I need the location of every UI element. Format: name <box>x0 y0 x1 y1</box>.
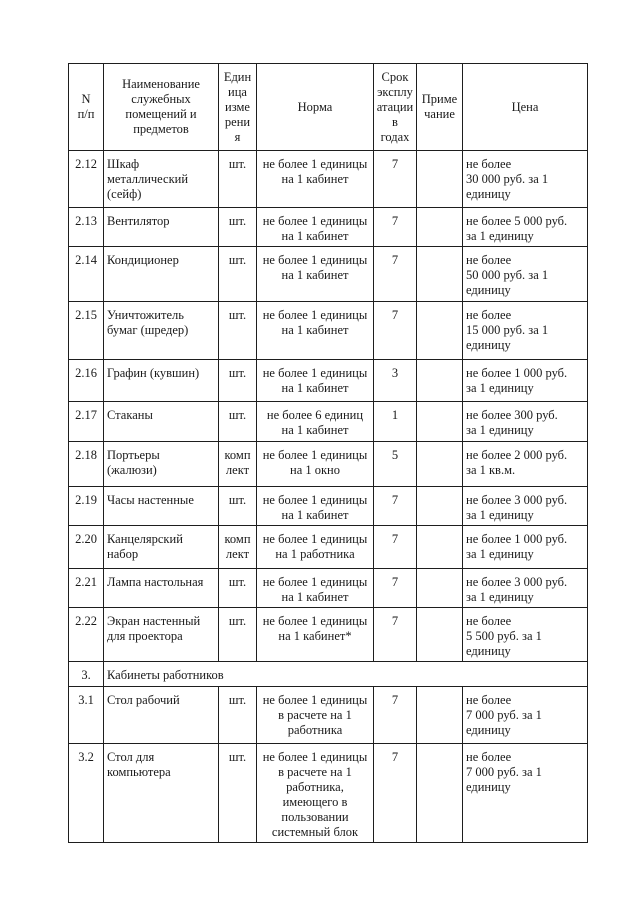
header-note: Приме чание <box>417 64 463 151</box>
note-cell <box>417 302 463 360</box>
service-term: 7 <box>374 151 417 208</box>
note-cell <box>417 151 463 208</box>
norm-value: не более 1 единицы на 1 окно <box>257 442 374 487</box>
norm-value: не более 1 единицы на 1 кабинет <box>257 569 374 608</box>
item-name: Шкаф металлический (сейф) <box>104 151 219 208</box>
table-row <box>69 569 588 608</box>
note-cell <box>417 442 463 487</box>
service-term: 7 <box>374 569 417 608</box>
item-name: Стол рабочий <box>104 687 219 744</box>
service-term: 7 <box>374 687 417 744</box>
header-row <box>69 64 588 151</box>
service-term: 7 <box>374 208 417 247</box>
service-term: 7 <box>374 302 417 360</box>
note-cell <box>417 608 463 662</box>
row-number: 2.13 <box>69 208 104 247</box>
header-price: Цена <box>463 64 588 151</box>
row-number: 2.18 <box>69 442 104 487</box>
item-name: Стол для компьютера <box>104 744 219 843</box>
price-value: не более 2 000 руб. за 1 кв.м. <box>463 442 588 487</box>
table-row <box>69 360 588 402</box>
item-name: Лампа настольная <box>104 569 219 608</box>
table-row <box>69 247 588 302</box>
row-number: 3.1 <box>69 687 104 744</box>
unit-of-measure: шт. <box>219 608 257 662</box>
price-value: не более 7 000 руб. за 1 единицу <box>463 744 588 843</box>
price-value: не более 5 000 руб. за 1 единицу <box>463 208 588 247</box>
table-row <box>69 302 588 360</box>
price-value: не более 50 000 руб. за 1 единицу <box>463 247 588 302</box>
note-cell <box>417 208 463 247</box>
item-name: Графин (кувшин) <box>104 360 219 402</box>
table-row <box>69 208 588 247</box>
header-name: Наименование служебных помещений и предметов <box>104 64 219 151</box>
norm-value: не более 1 единицы на 1 кабинет <box>257 151 374 208</box>
row-number: 2.21 <box>69 569 104 608</box>
norm-value: не более 1 единицы на 1 кабинет <box>257 302 374 360</box>
note-cell <box>417 402 463 442</box>
unit-of-measure: шт. <box>219 487 257 526</box>
unit-of-measure: шт. <box>219 151 257 208</box>
row-number: 2.12 <box>69 151 104 208</box>
item-name: Стаканы <box>104 402 219 442</box>
service-term: 7 <box>374 487 417 526</box>
section-title: Кабинеты работников <box>104 662 588 687</box>
price-value: не более 30 000 руб. за 1 единицу <box>463 151 588 208</box>
table-row <box>69 487 588 526</box>
table-row <box>69 608 588 662</box>
unit-of-measure: шт. <box>219 247 257 302</box>
section-row <box>69 662 588 687</box>
item-name: Кондиционер <box>104 247 219 302</box>
service-term: 5 <box>374 442 417 487</box>
norm-value: не более 6 единиц на 1 кабинет <box>257 402 374 442</box>
note-cell <box>417 247 463 302</box>
note-cell <box>417 360 463 402</box>
unit-of-measure: шт. <box>219 302 257 360</box>
item-name: Экран настенный для проектора <box>104 608 219 662</box>
table-row <box>69 151 588 208</box>
price-value: не более 7 000 руб. за 1 единицу <box>463 687 588 744</box>
row-number: 2.20 <box>69 526 104 569</box>
item-name: Часы настенные <box>104 487 219 526</box>
table-row <box>69 744 588 843</box>
price-value: не более 5 500 руб. за 1 единицу <box>463 608 588 662</box>
row-number: 3.2 <box>69 744 104 843</box>
header-unit: Един ица изме рени я <box>219 64 257 151</box>
section-number: 3. <box>69 662 104 687</box>
service-term: 7 <box>374 608 417 662</box>
unit-of-measure: шт. <box>219 744 257 843</box>
note-cell <box>417 569 463 608</box>
note-cell <box>417 687 463 744</box>
header-norm: Норма <box>257 64 374 151</box>
row-number: 2.15 <box>69 302 104 360</box>
norm-value: не более 1 единицы на 1 кабинет <box>257 208 374 247</box>
note-cell <box>417 487 463 526</box>
price-value: не более 1 000 руб. за 1 единицу <box>463 526 588 569</box>
item-name: Канцелярский набор <box>104 526 219 569</box>
unit-of-measure: шт. <box>219 687 257 744</box>
row-number: 2.22 <box>69 608 104 662</box>
unit-of-measure: шт. <box>219 402 257 442</box>
row-number: 2.16 <box>69 360 104 402</box>
header-term: Срок эксплу атации в годах <box>374 64 417 151</box>
price-value: не более 1 000 руб. за 1 единицу <box>463 360 588 402</box>
service-term: 7 <box>374 526 417 569</box>
norm-value: не более 1 единицы на 1 кабинет <box>257 360 374 402</box>
unit-of-measure: шт. <box>219 569 257 608</box>
norm-value: не более 1 единицы на 1 кабинет* <box>257 608 374 662</box>
norm-value: не более 1 единицы на 1 кабинет <box>257 247 374 302</box>
unit-of-measure: комп лект <box>219 526 257 569</box>
item-name: Портьеры (жалюзи) <box>104 442 219 487</box>
header-num: N п/п <box>69 64 104 151</box>
unit-of-measure: комп лект <box>219 442 257 487</box>
service-term: 7 <box>374 744 417 843</box>
item-name: Уничтожитель бумаг (шредер) <box>104 302 219 360</box>
row-number: 2.19 <box>69 487 104 526</box>
norm-value: не более 1 единицы в расчете на 1 работника, имеющего в пользовании системный блок <box>257 744 374 843</box>
table-row <box>69 526 588 569</box>
norm-value: не более 1 единицы в расчете на 1 работника <box>257 687 374 744</box>
row-number: 2.17 <box>69 402 104 442</box>
service-term: 7 <box>374 247 417 302</box>
table-row <box>69 402 588 442</box>
price-value: не более 3 000 руб. за 1 единицу <box>463 487 588 526</box>
note-cell <box>417 526 463 569</box>
unit-of-measure: шт. <box>219 208 257 247</box>
service-term: 1 <box>374 402 417 442</box>
table-row <box>69 687 588 744</box>
unit-of-measure: шт. <box>219 360 257 402</box>
item-name: Вентилятор <box>104 208 219 247</box>
table-row <box>69 442 588 487</box>
price-value: не более 3 000 руб. за 1 единицу <box>463 569 588 608</box>
service-term: 3 <box>374 360 417 402</box>
row-number: 2.14 <box>69 247 104 302</box>
price-value: не более 300 руб. за 1 единицу <box>463 402 588 442</box>
norm-value: не более 1 единицы на 1 работника <box>257 526 374 569</box>
norms-table <box>68 63 588 843</box>
price-value: не более 15 000 руб. за 1 единицу <box>463 302 588 360</box>
norm-value: не более 1 единицы на 1 кабинет <box>257 487 374 526</box>
note-cell <box>417 744 463 843</box>
